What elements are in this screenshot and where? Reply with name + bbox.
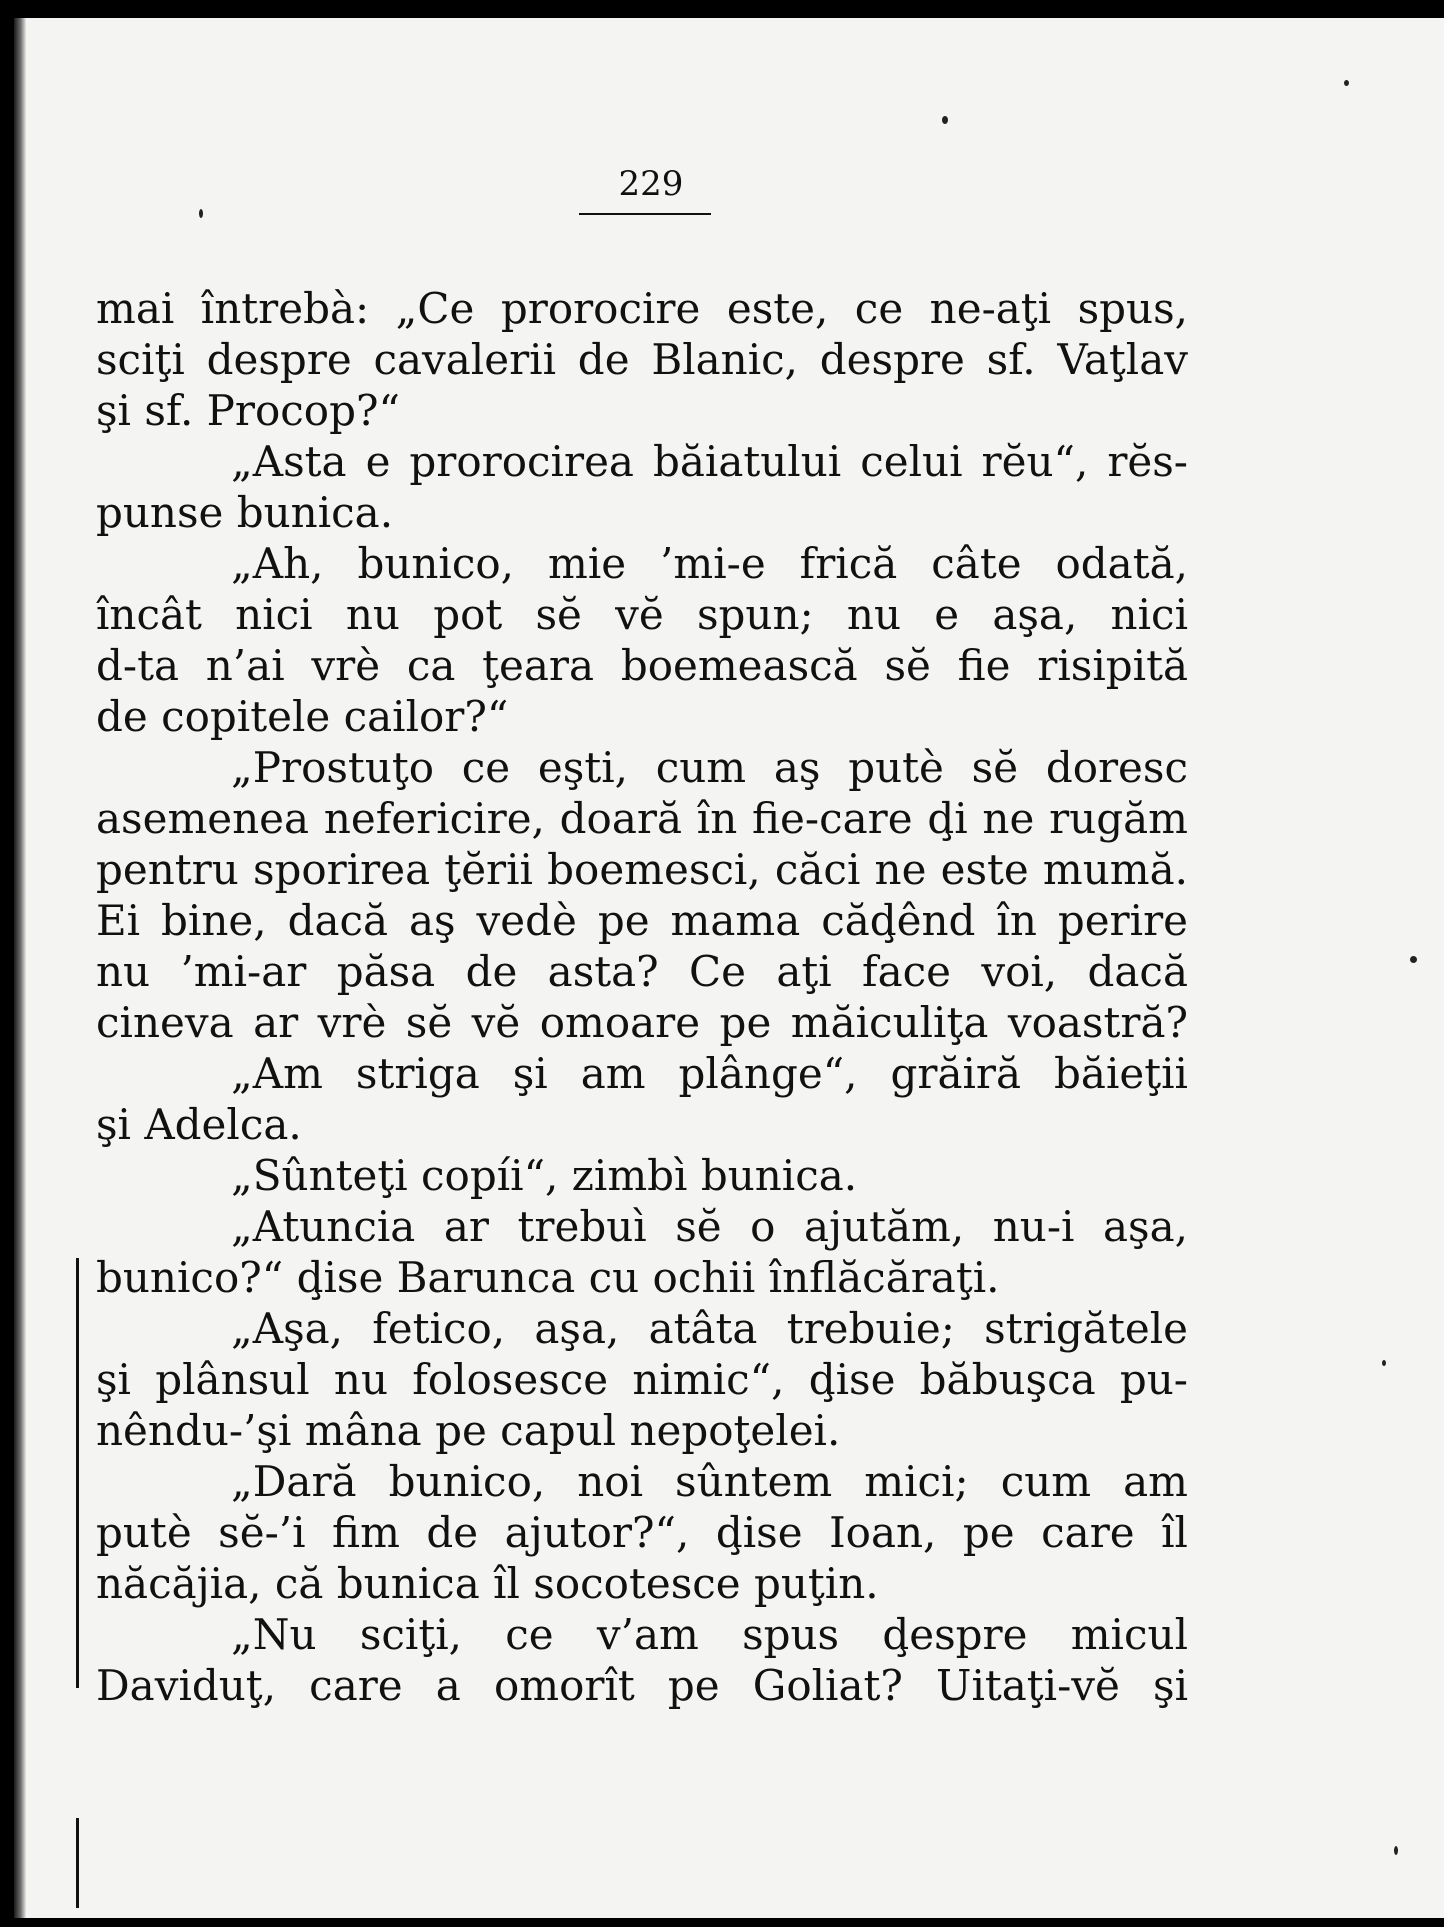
text-line: cineva ar vrè sĕ vĕ omoare pe măiculiţa voastră? (96, 998, 1188, 1047)
text-line: „Asta e prorocirea băiatului celui rĕu“, rĕs- (231, 437, 1188, 486)
text-line: încât nici nu pot sĕ vĕ spun; nu e aşa, nici (96, 590, 1188, 639)
text-line: sciţi despre cavalerii de Blanic, despre sf. Vaţlav (96, 335, 1188, 384)
text-line: Ei bine, dacă aş vedè pe mama căḑênd în perire (96, 896, 1188, 945)
page-number-rule (579, 213, 711, 215)
text-line: „Atuncia ar trebuì sĕ o ajutăm, nu-i aşa, (231, 1202, 1188, 1251)
text-line: năcăjia, că bunica îl socotesce puţin. (96, 1559, 879, 1608)
text-line: „Nu sciţi, ce v’am spus ḑespre micul (231, 1610, 1188, 1659)
text-line: de copitele cailor?“ (96, 692, 509, 741)
text-line: „Aşa, fetico, aşa, atâta trebuie; strigătele (231, 1304, 1188, 1353)
text-line: mai întrebà: „Ce prorocire este, ce ne-aţi spus, (96, 284, 1188, 333)
text-line: asemenea nefericire, doară în fie-care ḑi ne rugăm (96, 794, 1188, 843)
text-line: nu ’mi-ar păsa de asta? Ce aţi face voi, dacă (96, 947, 1188, 996)
text-line: punse bunica. (96, 488, 394, 537)
text-line: putè sĕ-’i fim de ajutor?“, ḑise Ioan, pe care îl (96, 1508, 1188, 1557)
text-line: şi sf. Procop?“ (96, 386, 400, 435)
paper-speck (1410, 956, 1417, 963)
spine-mark (76, 1258, 79, 1688)
book-page (14, 18, 1444, 1918)
text-line: şi Adelca. (96, 1100, 302, 1149)
text-line: „Ah, bunico, mie ’mi-e frică câte odată, (231, 539, 1188, 588)
paper-speck (1344, 80, 1349, 86)
paper-speck (199, 209, 203, 218)
page-number: 229 (618, 164, 684, 204)
page-left-edge (14, 18, 26, 1918)
text-line: bunico?“ ḑise Barunca cu ochii înflăcăraţi. (96, 1253, 1000, 1302)
spine-mark (76, 1818, 79, 1908)
text-line: „Prostuţo ce eşti, cum aş putè sĕ doresc (231, 743, 1188, 792)
text-line: nêndu-’şi mâna pe capul nepoţelei. (96, 1406, 841, 1455)
paper-speck (942, 116, 948, 124)
paper-speck (1394, 1846, 1398, 1855)
text-line: „Am striga şi am plânge“, grăiră băieţii (231, 1049, 1188, 1098)
text-line: şi plânsul nu folosesce nimic“, ḑise băbuşca pu- (96, 1355, 1188, 1404)
paper-speck (1382, 1360, 1386, 1366)
text-line: Daviduţ, care a omorît pe Goliat? Uitaţi-vĕ şi (96, 1661, 1188, 1710)
text-line: „Dară bunico, noi sûntem mici; cum am (231, 1457, 1188, 1506)
text-line: d-ta n’ai vrè ca ţeara boemească sĕ fie risipită (96, 641, 1188, 690)
text-line: „Sûnteţi copíi“, zimbì bunica. (231, 1151, 858, 1200)
text-line: pentru sporirea ţĕrii boemesci, căci ne este mumă. (96, 845, 1188, 894)
